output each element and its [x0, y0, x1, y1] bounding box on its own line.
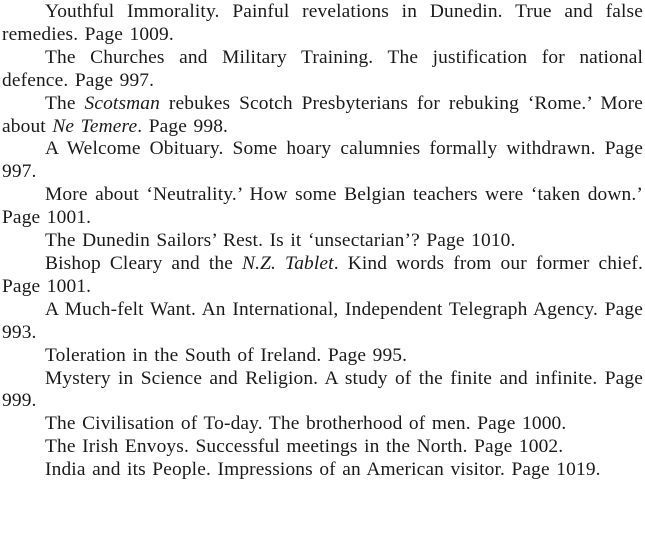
article-index-list: [2, 1, 643, 482]
index-entry-irish-envoys: [2, 436, 643, 459]
index-entry-text-start: Bishop Cleary and the: [45, 252, 243, 274]
index-entry-text: The Irish Envoys. Successful meetings in the North. Page 1002.: [45, 436, 564, 458]
index-entry-civilisation-today: [2, 413, 643, 436]
index-entry-much-felt-want: [2, 299, 643, 345]
index-entry-text: The Civilisation of To-day. The brotherhood of men. Page 1000.: [45, 413, 567, 435]
index-entry-sailors-rest: [2, 230, 643, 253]
decree-title: Ne Temere: [52, 115, 138, 137]
index-entry-text-end: . Page 998.: [137, 115, 229, 137]
index-entry-bishop-cleary: [2, 253, 643, 299]
index-entry-youthful-immorality: [2, 1, 643, 47]
index-entry-text: More about ‘Neutrality.’ How some Belgian teachers were ‘taken down.’ Page 1001.: [2, 184, 643, 229]
index-entry-text-end: . Kind words from our former chief. Page 1001.: [2, 252, 643, 297]
newspaper-title: Scotsman: [84, 92, 160, 114]
index-entry-text-middle: rebukes Scotch Presbyterians for rebuking ‘Rome.’ More about: [2, 92, 643, 137]
index-entry-mystery-science-religion: [2, 368, 643, 414]
index-entry-toleration: [2, 345, 643, 368]
index-entry-text: A Much-felt Want. An International, Independent Telegraph Agency. Page 993.: [2, 298, 643, 343]
newspaper-title: N.Z. Tablet: [242, 252, 334, 274]
index-entry-text: The Dunedin Sailors’ Rest. Is it ‘unsectarian’? Page 1010.: [45, 230, 516, 252]
index-entry-text: Toleration in the South of Ireland. Page 995.: [45, 344, 408, 366]
index-entry-neutrality: [2, 184, 643, 230]
index-entry-text: A Welcome Obituary. Some hoary calumnies formally withdrawn. Page 997.: [2, 138, 643, 183]
index-entry-text: Youthful Immorality. Painful revelations in Dunedin. True and false remedies. Page 1009.: [2, 1, 643, 45]
index-entry-scotsman-rebukes: [2, 93, 643, 139]
index-entry-india-people: [2, 459, 643, 482]
index-entry-text-start: The: [45, 92, 85, 114]
index-entry-churches-military-training: [2, 47, 643, 93]
index-entry-text: India and its People. Impressions of an American visitor. Page 1019.: [45, 459, 601, 481]
index-entry-welcome-obituary: [2, 138, 643, 184]
index-entry-text: Mystery in Science and Religion. A study of the finite and infinite. Page 999.: [2, 367, 643, 412]
index-entry-text: The Churches and Military Training. The justification for national defence. Page 997.: [2, 46, 643, 91]
